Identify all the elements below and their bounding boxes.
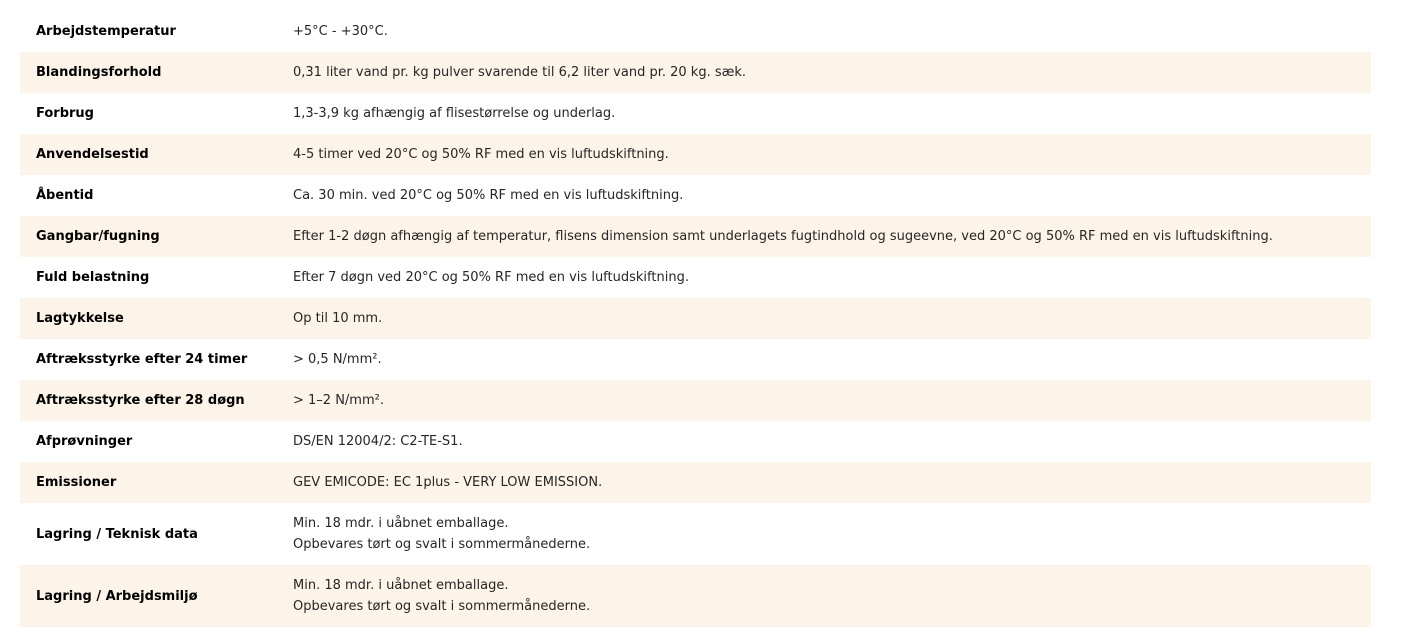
table-row xyxy=(20,134,1371,175)
row-value-line: Efter 1-2 døgn afhængig af temperatur, flisens dimension samt underlagets fugtindhold og sugeevne, ved 20°C og 50% RF med en vis luftudskiftning. xyxy=(293,229,1273,244)
row-value xyxy=(293,308,1359,329)
row-value-line: 4-5 timer ved 20°C og 50% RF med en vis luftudskiftning. xyxy=(293,147,669,162)
row-value xyxy=(293,62,1359,83)
row-value-line: Efter 7 døgn ved 20°C og 50% RF med en vis luftudskiftning. xyxy=(293,270,689,285)
row-label: Gangbar/fugning xyxy=(36,229,160,244)
row-value-line: +5°C - +30°C. xyxy=(293,24,388,39)
row-value xyxy=(293,472,1359,493)
row-value-line2: Opbevares tørt og svalt i sommermånederne. xyxy=(293,599,591,614)
row-label: Forbrug xyxy=(36,106,94,121)
table-row xyxy=(20,565,1371,627)
row-value xyxy=(293,185,1359,206)
table-row xyxy=(20,257,1371,298)
row-value-line2: Opbevares tørt og svalt i sommermånederne. xyxy=(293,537,591,552)
row-value xyxy=(293,513,1359,555)
table-row xyxy=(20,380,1371,421)
row-value xyxy=(293,575,1359,617)
table-row xyxy=(20,421,1371,462)
table-row xyxy=(20,175,1371,216)
row-value xyxy=(293,226,1359,247)
row-label: Aftræksstyrke efter 24 timer xyxy=(36,352,248,367)
table-row xyxy=(20,93,1371,134)
row-value-line: DS/EN 12004/2: C2-TE-S1. xyxy=(293,434,463,449)
row-value-line: 1,3-3,9 kg afhængig af flisestørrelse og underlag. xyxy=(293,106,616,121)
row-label: Anvendelsestid xyxy=(36,147,149,162)
row-value-line: GEV EMICODE: EC 1plus - VERY LOW EMISSION. xyxy=(293,475,603,490)
table-row xyxy=(20,216,1371,257)
row-value xyxy=(293,390,1359,411)
row-label: Emissioner xyxy=(36,475,117,490)
row-value xyxy=(293,103,1359,124)
row-value xyxy=(293,21,1359,42)
row-label: Lagtykkelse xyxy=(36,311,124,326)
row-value xyxy=(293,349,1359,370)
row-value-line: 0,31 liter vand pr. kg pulver svarende til 6,2 liter vand pr. 20 kg. sæk. xyxy=(293,65,747,80)
row-value-line: Min. 18 mdr. i uåbnet emballage. xyxy=(293,516,509,531)
row-value-line: > 0,5 N/mm². xyxy=(293,352,382,367)
row-label: Blandingsforhold xyxy=(36,65,162,80)
row-value xyxy=(293,431,1359,452)
row-label: Arbejdstemperatur xyxy=(36,24,176,39)
row-value xyxy=(293,144,1359,165)
table-row xyxy=(20,503,1371,565)
row-value-line: > 1–2 N/mm². xyxy=(293,393,384,408)
row-label: Åbentid xyxy=(36,188,94,203)
row-label: Aftræksstyrke efter 28 døgn xyxy=(36,393,245,408)
row-label: Fuld belastning xyxy=(36,270,150,285)
row-label: Lagring / Teknisk data xyxy=(36,526,198,542)
table-row xyxy=(20,339,1371,380)
row-value-line: Ca. 30 min. ved 20°C og 50% RF med en vis luftudskiftning. xyxy=(293,188,684,203)
technical-data-table xyxy=(20,11,1371,627)
table-row xyxy=(20,298,1371,339)
row-label: Lagring / Arbejdsmiljø xyxy=(36,588,198,604)
row-value-line: Min. 18 mdr. i uåbnet emballage. xyxy=(293,578,509,593)
row-label: Afprøvninger xyxy=(36,434,133,449)
row-value xyxy=(293,267,1359,288)
row-value-line: Op til 10 mm. xyxy=(293,311,383,326)
table-row xyxy=(20,52,1371,93)
table-row xyxy=(20,462,1371,503)
table-row xyxy=(20,11,1371,52)
